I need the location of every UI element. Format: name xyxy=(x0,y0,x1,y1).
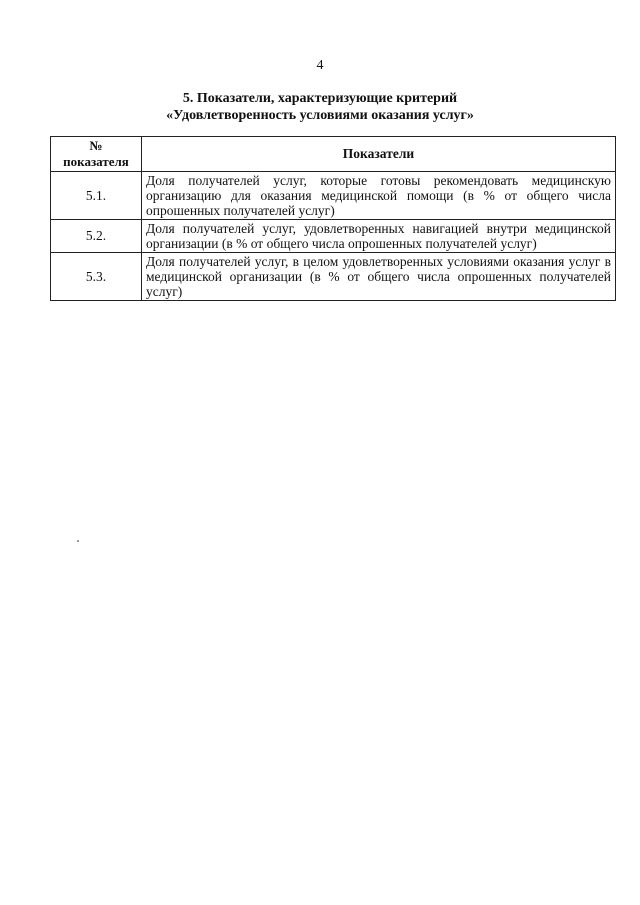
section-heading-line-2: «Удовлетворенность условиями оказания услуг» xyxy=(166,108,474,123)
page-number: 4 xyxy=(316,58,324,73)
table-row xyxy=(51,220,616,253)
indicator-number: 5.1. xyxy=(51,172,142,220)
column-header-number-label: показателя xyxy=(63,154,129,169)
indicator-number: 5.2. xyxy=(51,220,142,253)
column-header-number-symbol: № xyxy=(89,138,103,153)
table-header-row xyxy=(51,137,616,172)
table-row xyxy=(51,172,616,220)
scan-speck xyxy=(77,540,79,542)
indicator-number: 5.3. xyxy=(51,253,142,301)
section-heading xyxy=(60,90,580,124)
indicators-table xyxy=(50,136,616,301)
indicator-text: Доля получателей услуг, которые готовы рекомендовать медицинскую организацию для оказания медицинской помощи (в % от общего числа опрошенных получателей услуг) xyxy=(142,172,616,220)
column-header-number xyxy=(51,137,142,172)
section-heading-line-1: 5. Показатели, характеризующие критерий xyxy=(182,91,458,106)
column-header-indicators: Показатели xyxy=(142,137,616,172)
indicator-text: Доля получателей услуг, в целом удовлетворенных условиями оказания услуг в медицинской организации (в % от общего числа опрошенных получателей услуг) xyxy=(142,253,616,301)
indicator-text: Доля получателей услуг, удовлетворенных навигацией внутри медицинской организации (в % от общего числа опрошенных получателей услуг) xyxy=(142,220,616,253)
table-row xyxy=(51,253,616,301)
